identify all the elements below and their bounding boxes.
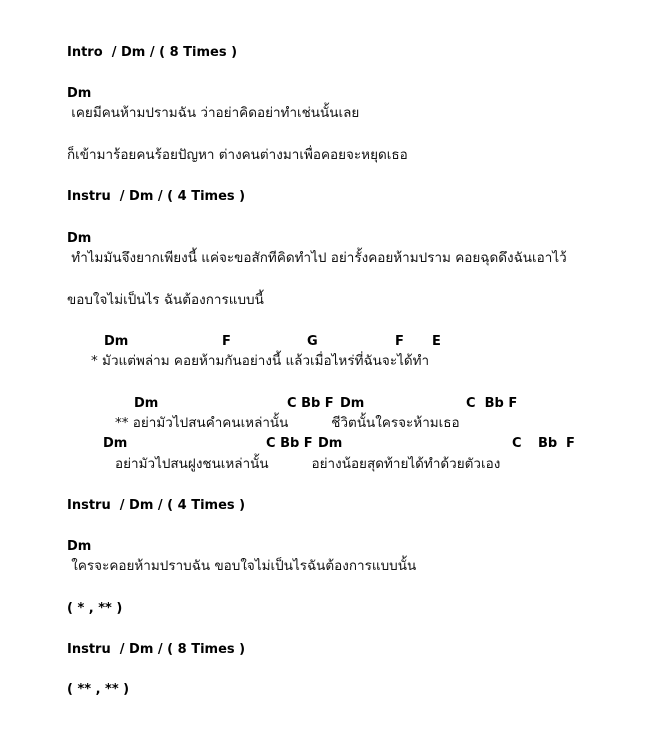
verse1-chord: Dm xyxy=(67,86,92,101)
chord: Dm xyxy=(340,396,365,411)
verse2-chord: Dm xyxy=(67,231,92,246)
chord: Dm xyxy=(103,436,128,451)
verse2-lyric-1: ทำไมมันจึงยากเพียงนี้ แค่จะขอสักทีคิดทำไป อย่ารั้งคอยห้ามปราม คอยฉุดดึงฉันเอาไว้ xyxy=(67,250,567,266)
chorus2-lyric-2: อย่ามัวไปสนฝูงชนเหล่านั้น อย่างน้อยสุดท้ายได้ทำด้วยตัวเอง xyxy=(115,456,501,472)
chord: C Bb F xyxy=(266,436,313,451)
chorus2-lyric-1: ** อย่ามัวไปสนคำคนเหล่านั้น ชีวิตนั้นใครจะห้ามเธอ xyxy=(115,415,460,431)
chord: C xyxy=(512,436,522,451)
chord: F xyxy=(566,436,575,451)
chord: G xyxy=(307,334,318,349)
repeat-marker-2: ( ** , ** ) xyxy=(67,682,130,697)
chord: Dm xyxy=(318,436,343,451)
verse2-lyric-2: ขอบใจไม่เป็นไร ฉันต้องการแบบนี้ xyxy=(67,292,264,308)
chord: F xyxy=(395,334,404,349)
instru-line-2: Instru / Dm / ( 4 Times ) xyxy=(67,498,246,513)
chord: E xyxy=(432,334,441,349)
verse1-lyric-1: เคยมีคนห้ามปรามฉัน ว่าอย่าคิดอย่าทำเช่นนั้นเลย xyxy=(67,105,360,121)
verse1-lyric-2: ก็เข้ามาร้อยคนร้อยปัญหา ต่างคนต่างมาเพื่อคอยจะหยุดเธอ xyxy=(67,147,408,163)
chorus1-lyric: * มัวแต่พล่าม คอยห้ามกันอย่างนี้ แล้วเมื่อไหร่ที่ฉันจะได้ทำ xyxy=(91,353,430,369)
chord: Dm xyxy=(104,334,129,349)
verse3-lyric-1: ใครจะคอยห้ามปราบฉัน ขอบใจไม่เป็นไรฉันต้องการแบบนั้น xyxy=(67,558,417,574)
instru-line-1: Instru / Dm / ( 4 Times ) xyxy=(67,189,246,204)
chord: C Bb F xyxy=(287,396,334,411)
chord: Dm xyxy=(134,396,159,411)
intro-line: Intro / Dm / ( 8 Times ) xyxy=(67,45,238,60)
verse3-chord: Dm xyxy=(67,539,92,554)
instru-line-3: Instru / Dm / ( 8 Times ) xyxy=(67,642,246,657)
chord: F xyxy=(222,334,231,349)
repeat-marker-1: ( * , ** ) xyxy=(67,601,123,616)
chord: C Bb F xyxy=(466,396,518,411)
chord: Bb xyxy=(538,436,558,451)
